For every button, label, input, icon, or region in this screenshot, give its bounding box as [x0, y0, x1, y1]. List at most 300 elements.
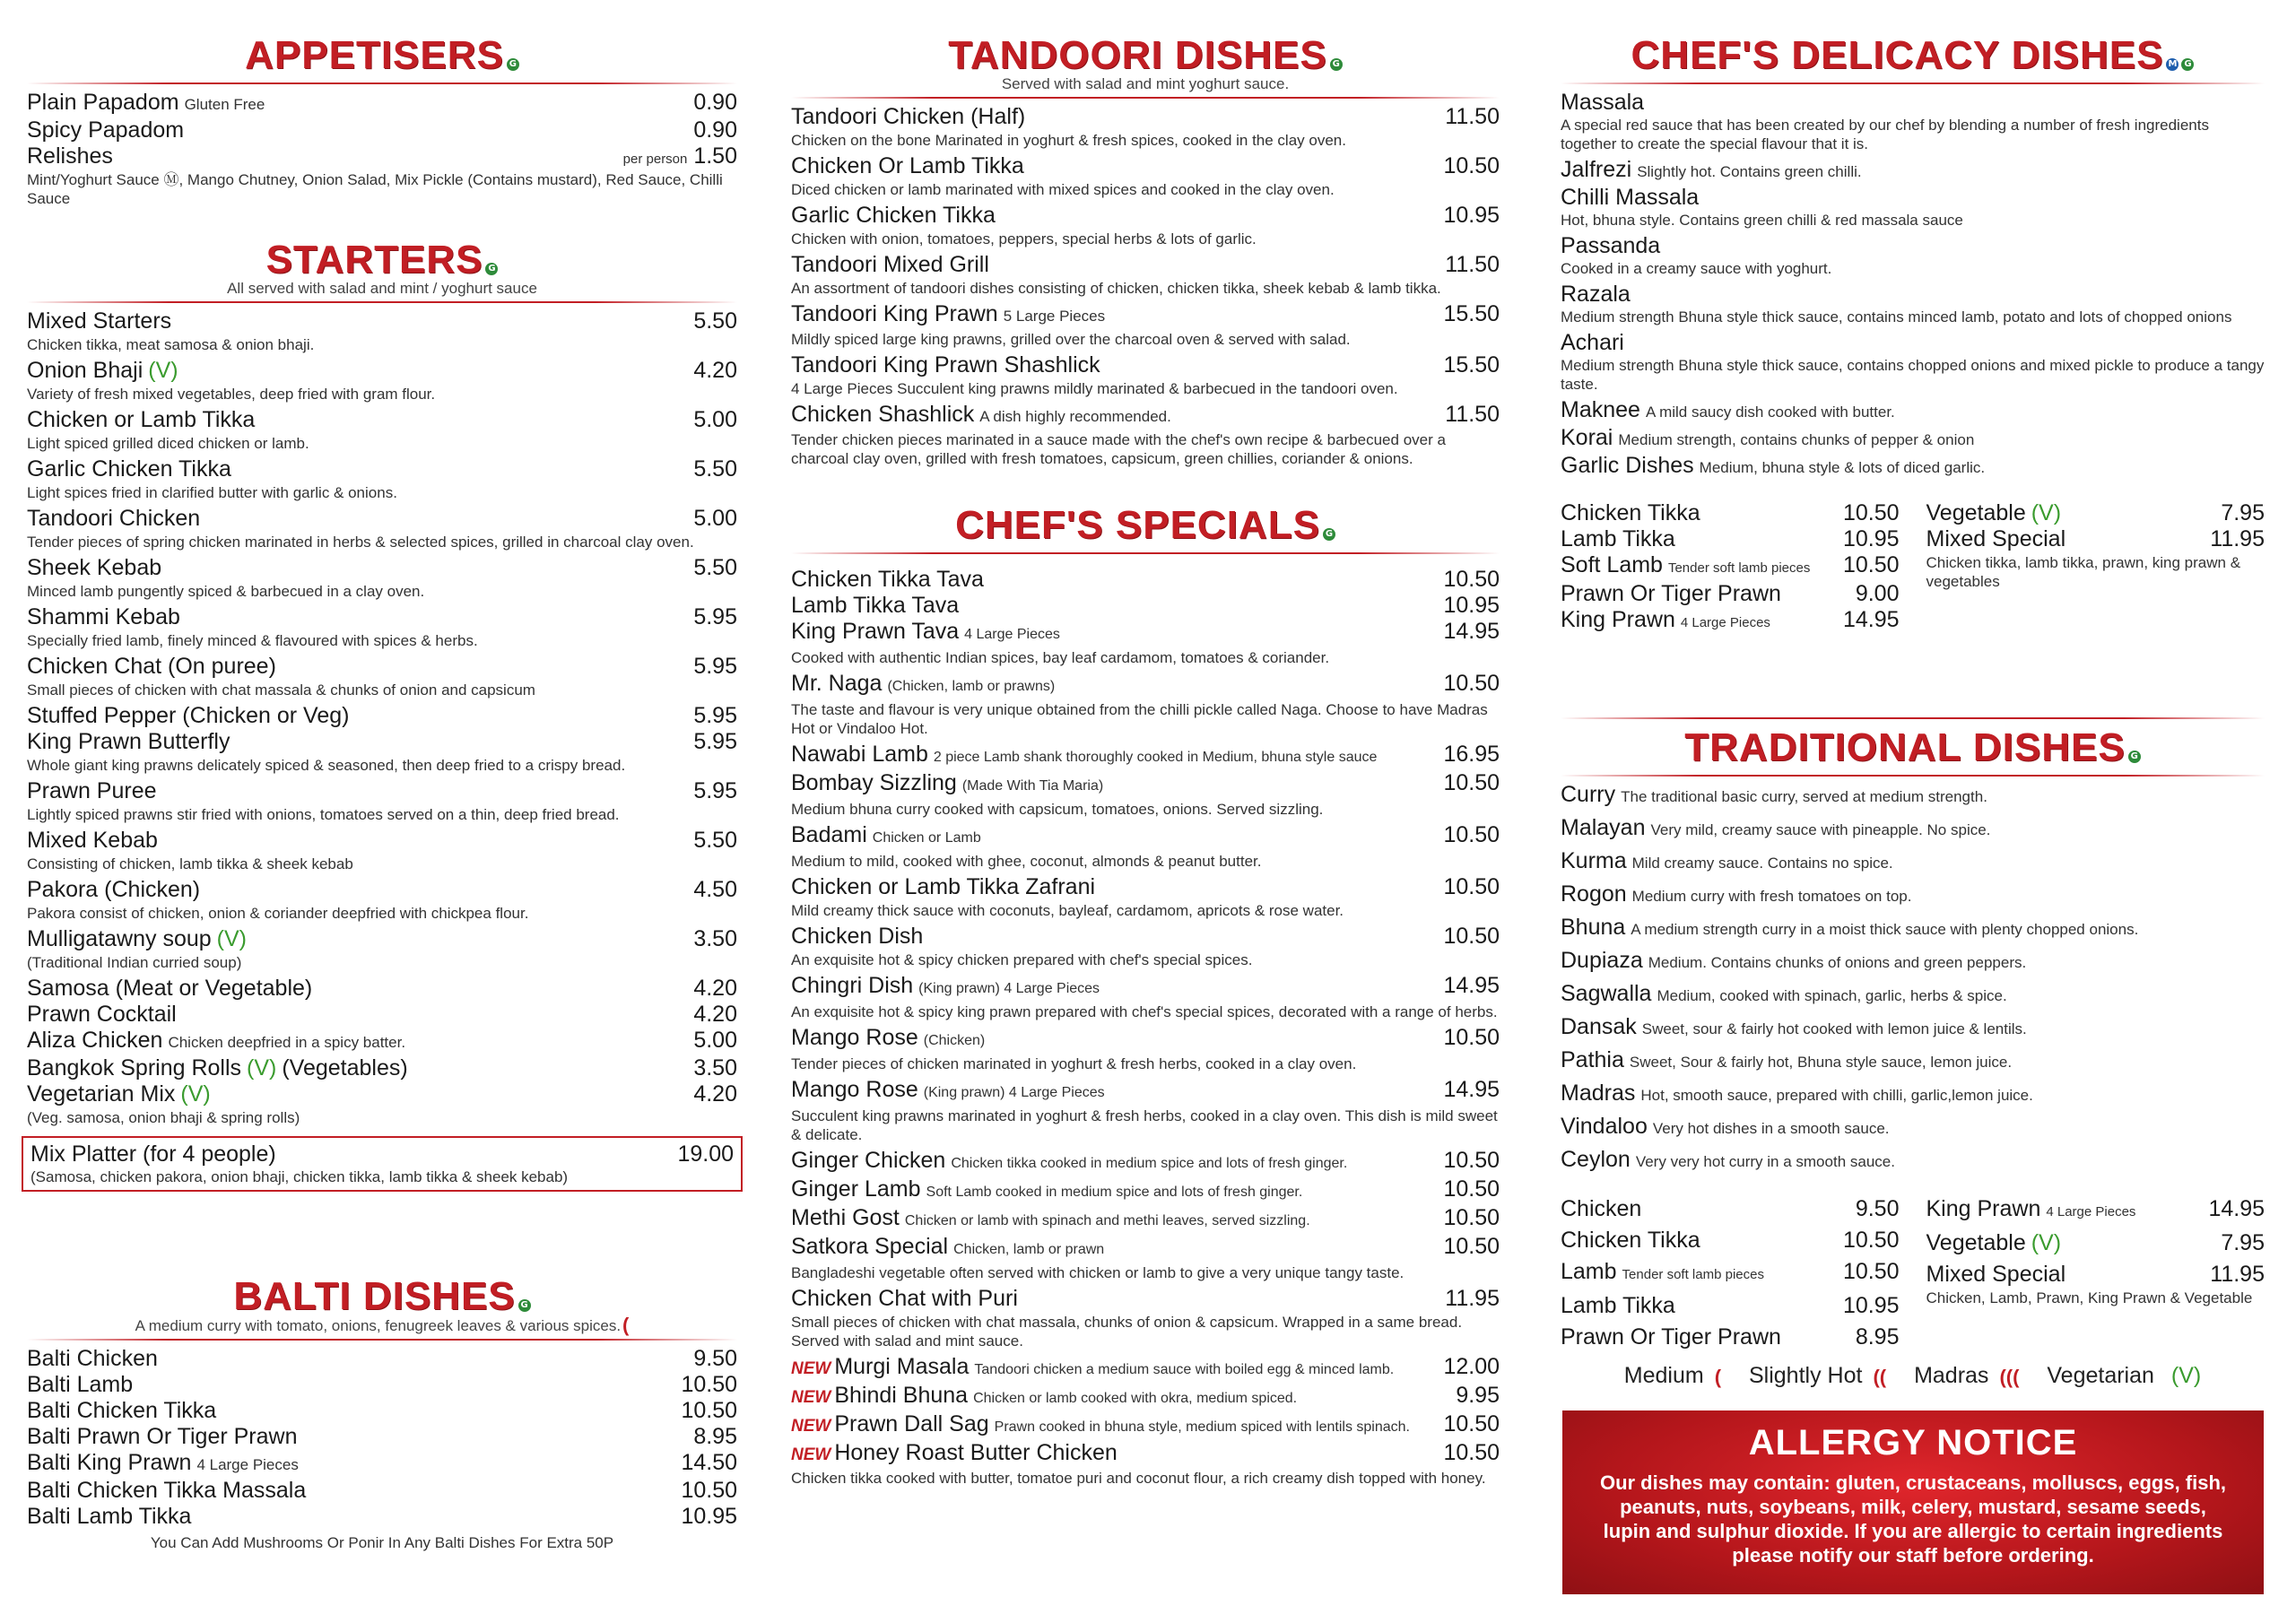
item-name-wrap — [1561, 1259, 1764, 1288]
item-name: Onion Bhaji — [27, 358, 144, 383]
menu-item — [791, 770, 1500, 819]
item-name-wrap — [791, 619, 1060, 647]
item-description: Chicken tikka cooked with butter, tomatoe puri and coconut flour, a rich creamy dish topped with honey. — [791, 1470, 1486, 1487]
menu-item — [27, 654, 737, 699]
item-note: Tender soft lamb pieces — [1622, 1267, 1764, 1282]
item-description: Tender chicken pieces marinated in a sauce made with the chef's own recipe & barbecued over a charcoal clay oven, grilled with fresh tomatoes, capsicum, green chillies, coriander & onions. — [791, 431, 1446, 467]
item-name-wrap — [1561, 881, 1911, 909]
item-name-wrap — [1561, 1147, 1895, 1175]
item-name: Balti Chicken Tikka Massala — [27, 1478, 307, 1503]
item-name: Lamb Tikka Tava — [791, 593, 960, 618]
item-row — [27, 1504, 737, 1530]
item-name: Malayan — [1561, 815, 1646, 840]
item-name-wrap — [1561, 981, 2007, 1009]
tandoori-section — [791, 32, 1500, 472]
item-row — [791, 1354, 1500, 1383]
item-name: Satkora Special — [791, 1234, 949, 1259]
item-price: 5.00 — [693, 506, 737, 531]
item-row — [27, 654, 737, 680]
item-name: Curry — [1561, 782, 1616, 807]
item-name: Mulligatawny soup — [27, 926, 212, 951]
item-price: 10.95 — [1443, 593, 1500, 618]
item-row — [1561, 581, 1900, 607]
menu-item — [791, 153, 1500, 199]
item-row — [1926, 1262, 2266, 1288]
item-price: 5.95 — [693, 654, 737, 679]
item-description: Small pieces of chicken with chat massala & chunks of onion and capsicum — [27, 681, 535, 699]
item-price: 10.50 — [1443, 153, 1500, 178]
item-note: Medium, cooked with spinach, garlic, herbs & spice. — [1657, 987, 2007, 1004]
menu-item — [27, 555, 737, 601]
item-row — [27, 926, 737, 952]
item-name: Dupiaza — [1561, 948, 1643, 973]
menu-item — [791, 567, 1500, 593]
item-name: Bhindi Bhuna — [834, 1383, 969, 1408]
menu-item — [1561, 1081, 2265, 1108]
item-row — [1561, 1081, 2265, 1108]
menu-item — [27, 828, 737, 873]
allergy-text: Our dishes may contain: gluten, crustaceans, molluscs, eggs, fish, peanuts, nuts, soybeans, milk, celery, mustard, sesame seeds, lupin and sulphur dioxide. If you are allergic to certain ingredients please notify our staff before ordering. — [1599, 1471, 2227, 1567]
balti-section — [27, 1273, 737, 1556]
menu-item — [1561, 1147, 2265, 1175]
item-price: 15.50 — [1443, 301, 1500, 326]
menu-item — [27, 1504, 737, 1530]
item-name-wrap — [1561, 581, 1781, 606]
menu-item — [1561, 581, 1900, 607]
item-name: Pathia — [1561, 1047, 1624, 1072]
item-description: Succulent king prawns marinated in yoghurt & fresh herbs, cooked in a clay oven. This dish is mild sweet & delicate. — [791, 1107, 1498, 1143]
item-name-wrap — [791, 203, 996, 228]
item-row — [27, 877, 737, 903]
item-price: 10.50 — [1443, 1176, 1500, 1202]
veg-mark: (V) — [148, 358, 178, 383]
item-price: 4.20 — [693, 358, 737, 383]
menu-item — [1926, 500, 2266, 526]
item-name: Spicy Papadom — [27, 117, 185, 143]
menu-item — [27, 456, 737, 502]
item-row — [27, 1055, 737, 1081]
item-name-wrap — [27, 1478, 306, 1503]
menu-item — [791, 1176, 1500, 1205]
milk-icon: M — [2166, 58, 2179, 71]
menu-item — [1926, 1262, 2266, 1307]
menu-item — [1561, 915, 2265, 942]
item-description: An exquisite hot & spicy king prawn prepared with chef's special spices, decorated with a range of herbs. — [791, 1003, 1498, 1020]
section-divider — [27, 301, 737, 303]
menu-item — [1561, 1196, 1900, 1222]
veg-mark: (V) — [180, 1081, 211, 1107]
item-note: Mild creamy sauce. Contains no spice. — [1631, 855, 1893, 872]
menu-item — [1561, 157, 2265, 185]
item-description: Mild creamy thick sauce with coconuts, bayleaf, cardamom, apricots & rose water. — [791, 902, 1344, 919]
traditional-section — [1561, 714, 2265, 1356]
legend-medium: Medium ( — [1623, 1363, 1722, 1388]
veg-mark: (V) — [247, 1055, 277, 1081]
menu-item — [791, 1025, 1500, 1073]
veg-mark: (V) — [2031, 500, 2062, 525]
item-name-wrap — [791, 924, 923, 949]
item-row — [27, 1424, 737, 1450]
item-row — [1561, 848, 2265, 876]
item-name: King Prawn Tava — [791, 619, 960, 644]
item-row — [1561, 425, 2265, 453]
item-description: Medium bhuna curry cooked with capsicum, tomatoes, onions. Served sizzling. — [791, 801, 1324, 818]
item-name-wrap — [1561, 1324, 1781, 1350]
item-row — [791, 973, 1500, 1002]
item-name-wrap — [1561, 552, 1810, 581]
item-description: Medium to mild, cooked with ghee, coconut, almonds & peanut butter. — [791, 853, 1262, 870]
menu-item — [1561, 948, 2265, 976]
item-name: Chilli Massala — [1561, 185, 1700, 210]
item-price: 10.50 — [1443, 822, 1500, 847]
item-name: Vegetarian Mix — [27, 1081, 176, 1107]
item-row — [791, 203, 1500, 229]
item-price: 5.50 — [693, 456, 737, 482]
item-price: 8.95 — [1855, 1324, 1900, 1350]
menu-item — [791, 822, 1500, 871]
item-row — [27, 1081, 737, 1107]
item-description: The taste and flavour is very unique obtained from the chilli pickle called Naga. Choose to have Madras Hot or Vindaloo Hot. — [791, 701, 1488, 737]
gluten-icon: G — [1330, 58, 1343, 71]
item-note: Sweet, sour & fairly hot cooked with lemon juice & lentils. — [1641, 1020, 2027, 1037]
allergy-notice — [1562, 1410, 2264, 1594]
item-row — [1561, 1014, 2265, 1042]
item-name-wrap — [1561, 233, 1660, 258]
item-description: A special red sauce that has been created by our chef by blending a number of fresh ingredients together to create the special flavour that it is. — [1561, 117, 2209, 152]
item-note: Very very hot curry in a smooth sauce. — [1635, 1153, 1895, 1170]
item-row — [1926, 526, 2266, 552]
item-row — [27, 1028, 737, 1055]
item-name-wrap — [791, 153, 1024, 178]
item-name-wrap — [1926, 500, 2062, 525]
item-name-wrap — [791, 252, 989, 277]
item-price: 4.50 — [693, 877, 737, 902]
item-row — [791, 1383, 1500, 1411]
item-price: 4.20 — [693, 1081, 737, 1107]
item-price: 1.50 — [693, 143, 737, 169]
item-note: A mild saucy dish cooked with butter. — [1645, 404, 1895, 421]
allergy-title: ALLERGY NOTICE — [1748, 1423, 2078, 1462]
delicacy-prices-left — [1561, 500, 1900, 636]
menu-item — [27, 1346, 737, 1372]
menu-item — [27, 1081, 737, 1127]
item-row — [1561, 185, 2265, 210]
item-description: Mint/Yoghurt Sauce Ⓜ, Mango Chutney, Onion Salad, Mix Pickle (Contains mustard), Red Sauce, Chilli Sauce — [27, 171, 723, 207]
item-row — [27, 308, 737, 334]
balti-title: BALTI DISHES — [233, 1274, 516, 1318]
gluten-icon: G — [507, 58, 519, 71]
item-name-wrap — [1561, 915, 2138, 942]
new-badge: NEW — [791, 1359, 831, 1378]
item-name: Maknee — [1561, 397, 1640, 422]
menu-item — [27, 143, 737, 208]
item-note: Medium. Contains chunks of onions and green peppers. — [1648, 954, 2027, 971]
item-price: 10.50 — [1443, 1025, 1500, 1050]
item-name: Bangkok Spring Rolls — [27, 1055, 242, 1081]
item-price: 3.50 — [693, 1055, 737, 1081]
item-name-wrap — [1561, 1014, 2027, 1042]
item-name: Mixed Special — [1926, 526, 2066, 551]
item-name: Chicken Tikka — [1561, 500, 1700, 525]
item-description: Light spices fried in clarified butter with garlic & onions. — [27, 484, 397, 501]
menu-item — [1561, 607, 1900, 636]
item-description: Chicken tikka, meat samosa & onion bhaji. — [27, 336, 315, 353]
item-row — [1926, 500, 2266, 526]
item-note: 4 Large Pieces — [1680, 615, 1770, 630]
item-name: Prawn Or Tiger Prawn — [1561, 581, 1781, 606]
item-name: Pakora (Chicken) — [27, 877, 201, 902]
item-name: Lamb Tikka — [1561, 526, 1675, 551]
item-description: Medium strength Bhuna style thick sauce, contains minced lamb, potato and lots of chopped onions — [1561, 308, 2232, 325]
item-row — [27, 828, 737, 854]
item-price: 14.95 — [1443, 619, 1500, 644]
item-note: Chicken deepfried in a spicy batter. — [168, 1034, 406, 1051]
item-name: Chicken or Lamb Tikka Zafrani — [791, 874, 1096, 899]
item-row — [791, 1234, 1500, 1263]
item-name-wrap — [27, 926, 247, 951]
menu-item — [27, 1055, 737, 1081]
item-name: Soft Lamb — [1561, 552, 1663, 577]
menu-item — [1561, 330, 2265, 394]
item-note: A medium strength curry in a moist thick sauce with plenty chopped onions. — [1631, 921, 2139, 938]
item-row — [791, 1176, 1500, 1205]
item-note: Gluten Free — [184, 96, 265, 113]
section-divider — [1561, 82, 2265, 84]
item-row — [1561, 981, 2265, 1009]
menu-item — [791, 252, 1500, 298]
item-row — [27, 456, 737, 482]
item-description: Lightly spiced prawns stir fried with onions, tomatoes served on a thin, deep fried bread. — [27, 806, 620, 823]
traditional-prices-left — [1561, 1196, 1900, 1356]
menu-item — [1561, 881, 2265, 909]
item-name-wrap — [791, 1440, 1118, 1468]
item-description: Chicken tikka, lamb tikka, prawn, king prawn & vegetables — [1926, 554, 2241, 590]
tandoori-subtitle: Served with salad and mint yoghurt sauce. — [1001, 75, 1290, 92]
item-price: 7.95 — [2221, 1230, 2265, 1255]
item-row — [1561, 330, 2265, 355]
menu-item — [1926, 526, 2266, 591]
item-price: 10.95 — [1443, 203, 1500, 228]
specials-title: CHEF'S SPECIALS — [955, 503, 1320, 547]
item-note: A dish highly recommended. — [979, 408, 1171, 425]
menu-item — [791, 1148, 1500, 1176]
item-note: (Made With Tia Maria) — [961, 778, 1104, 794]
item-name: Achari — [1561, 330, 1624, 355]
item-name: Chicken Tikka — [1561, 1228, 1700, 1253]
item-name-wrap — [791, 1411, 1410, 1440]
item-note: (King prawn) 4 Large Pieces — [923, 1085, 1105, 1100]
item-description: Cooked in a creamy sauce with yoghurt. — [1561, 260, 1832, 277]
item-price: 15.50 — [1443, 352, 1500, 378]
menu-item — [791, 402, 1500, 468]
specials-section — [791, 502, 1500, 1491]
item-name: Ginger Lamb — [791, 1176, 921, 1202]
item-name-wrap — [791, 973, 1100, 1002]
item-description: Chicken with onion, tomatoes, peppers, special herbs & lots of garlic. — [791, 230, 1257, 247]
item-name-wrap — [1561, 1196, 1641, 1221]
item-name-wrap — [1561, 948, 2026, 976]
item-row — [1561, 915, 2265, 942]
item-name: Vindaloo — [1561, 1114, 1648, 1139]
mix-platter-box — [22, 1136, 743, 1192]
menu-item — [27, 506, 737, 551]
item-row — [1561, 948, 2265, 976]
item-note: Prawn cooked in bhuna style, medium spiced with lentils spinach. — [994, 1419, 1410, 1435]
menu-item — [791, 1234, 1500, 1282]
item-description: Tender pieces of chicken marinated in yoghurt & fresh herbs, cooked in a clay oven. — [791, 1055, 1357, 1072]
menu-item — [791, 742, 1500, 770]
item-name-wrap — [791, 301, 1105, 329]
item-description: Light spiced grilled diced chicken or lamb. — [27, 435, 309, 452]
menu-item — [1561, 552, 1900, 581]
item-note: The traditional basic curry, served at medium strength. — [1621, 788, 1987, 805]
menu-item — [791, 301, 1500, 349]
item-name-wrap — [1561, 815, 1990, 843]
menu-item — [791, 671, 1500, 738]
specials-list — [791, 567, 1500, 1488]
menu-item — [791, 1440, 1500, 1488]
item-row — [791, 924, 1500, 950]
item-name-wrap — [791, 402, 1171, 430]
item-name-wrap — [791, 1176, 1302, 1205]
appetisers-title: APPETISERS — [245, 33, 504, 77]
item-name-wrap — [791, 822, 981, 851]
item-description: 4 Large Pieces Succulent king prawns mildly marinated & barbecued in the tandoori oven. — [791, 380, 1398, 397]
menu-item — [791, 1205, 1500, 1234]
item-name: Mix Platter (for 4 people) — [30, 1141, 276, 1167]
traditional-prices — [1561, 1196, 2265, 1356]
item-name-wrap — [1561, 607, 1770, 636]
chili-icon: ((( — [1999, 1366, 2020, 1388]
item-price: 11.95 — [1445, 1286, 1500, 1311]
item-description: Variety of fresh mixed vegetables, deep fried with gram flour. — [27, 386, 436, 403]
item-description: Medium strength Bhuna style thick sauce, contains chopped onions and mixed pickle to produce a tangy taste. — [1561, 357, 2265, 393]
item-row — [1561, 1196, 1900, 1222]
starters-list — [27, 308, 737, 1127]
menu-item — [1561, 526, 1900, 552]
item-name: Prawn Or Tiger Prawn — [1561, 1324, 1781, 1350]
item-description: Specially fried lamb, finely minced & flavoured with spices & herbs. — [27, 632, 478, 649]
item-price: 10.50 — [681, 1372, 737, 1397]
item-note: 4 Large Pieces — [2046, 1204, 2136, 1219]
menu-item — [27, 1478, 737, 1504]
item-name-wrap — [791, 567, 984, 592]
item-name: Murgi Masala — [834, 1354, 970, 1379]
item-name: Mixed Starters — [27, 308, 172, 334]
item-row — [1561, 157, 2265, 185]
item-row — [791, 402, 1500, 430]
item-note: (King prawn) 4 Large Pieces — [918, 981, 1100, 996]
item-note: (Chicken) — [923, 1033, 986, 1048]
item-price: 8.95 — [693, 1424, 737, 1449]
item-row — [791, 770, 1500, 799]
item-row — [27, 555, 737, 581]
item-name: Korai — [1561, 425, 1613, 450]
item-name-wrap — [791, 1077, 1105, 1106]
item-name: Bombay Sizzling — [791, 770, 957, 795]
item-name-wrap — [791, 1148, 1347, 1176]
item-name-wrap — [791, 671, 1055, 699]
item-price: 5.95 — [693, 729, 737, 754]
item-price: 10.50 — [681, 1478, 737, 1503]
item-name: Honey Roast Butter Chicken — [834, 1440, 1118, 1465]
item-note: Slightly hot. Contains green chilli. — [1637, 163, 1862, 180]
item-row — [791, 104, 1500, 130]
menu-item — [1561, 981, 2265, 1009]
item-name: Lamb — [1561, 1259, 1617, 1284]
item-name-wrap — [1561, 1047, 2012, 1075]
item-name-wrap — [27, 1450, 299, 1478]
item-description: Tender pieces of spring chicken marinated in herbs & selected spices, grilled in charcoal clay oven. — [27, 534, 694, 551]
item-name-wrap — [1561, 157, 1862, 185]
item-price: 11.95 — [2210, 526, 2265, 551]
item-price: 14.95 — [1842, 607, 1900, 632]
item-note: per person — [622, 152, 688, 167]
item-row — [27, 1450, 737, 1478]
veg-mark: (V) — [216, 926, 247, 951]
item-name: Balti Chicken Tikka — [27, 1398, 217, 1423]
item-price: 10.50 — [1443, 671, 1500, 696]
item-name: King Prawn — [1561, 607, 1675, 632]
item-row — [27, 729, 737, 755]
item-name-wrap — [1561, 330, 1624, 355]
item-row — [27, 407, 737, 433]
item-name: Kurma — [1561, 848, 1627, 873]
menu-item — [1561, 233, 2265, 278]
item-name-wrap — [27, 1028, 405, 1055]
item-row — [791, 1411, 1500, 1440]
item-name-wrap — [1561, 185, 1699, 210]
item-row — [27, 1372, 737, 1398]
menu-item — [1561, 1259, 1900, 1288]
item-name: Lamb Tikka — [1561, 1293, 1675, 1318]
item-row — [1561, 607, 1900, 636]
item-price: 9.50 — [693, 1346, 737, 1371]
chili-icon: (( — [1873, 1366, 1887, 1388]
item-name-wrap — [27, 1398, 216, 1423]
item-note: Sweet, Sour & fairly hot, Bhuna style sauce, lemon juice. — [1629, 1054, 2013, 1071]
item-row — [1561, 397, 2265, 425]
item-price: 10.95 — [681, 1504, 737, 1529]
item-name-wrap — [1561, 453, 1985, 481]
gluten-icon: G — [1323, 528, 1335, 541]
menu-item — [1561, 282, 2265, 326]
menu-item — [791, 1286, 1500, 1350]
item-row — [27, 703, 737, 729]
item-price: 10.95 — [1842, 1293, 1900, 1318]
menu-item — [27, 604, 737, 650]
item-note: Chicken tikka cooked in medium spice and lots of fresh ginger. — [951, 1156, 1348, 1171]
item-name: Madras — [1561, 1081, 1636, 1106]
item-name: Aliza Chicken — [27, 1028, 163, 1053]
menu-item — [791, 1411, 1500, 1440]
menu-item — [27, 1450, 737, 1478]
item-price: 5.95 — [693, 604, 737, 629]
section-divider — [791, 97, 1500, 99]
item-row — [1561, 500, 1900, 526]
appetisers-header — [27, 32, 737, 79]
menu-item — [27, 778, 737, 824]
item-name: Mango Rose — [791, 1077, 918, 1102]
new-badge: NEW — [791, 1417, 831, 1436]
gluten-icon: G — [485, 263, 498, 275]
item-description: Whole giant king prawns delicately spiced & seasoned, then deep fried to a crispy bread. — [27, 757, 626, 774]
item-row — [791, 822, 1500, 851]
item-row — [1561, 1293, 1900, 1319]
item-price: 5.50 — [693, 828, 737, 853]
item-row — [1561, 1228, 1900, 1254]
item-description: Bangladeshi vegetable often served with chicken or lamb to give a very unique tangy taste. — [791, 1264, 1405, 1281]
